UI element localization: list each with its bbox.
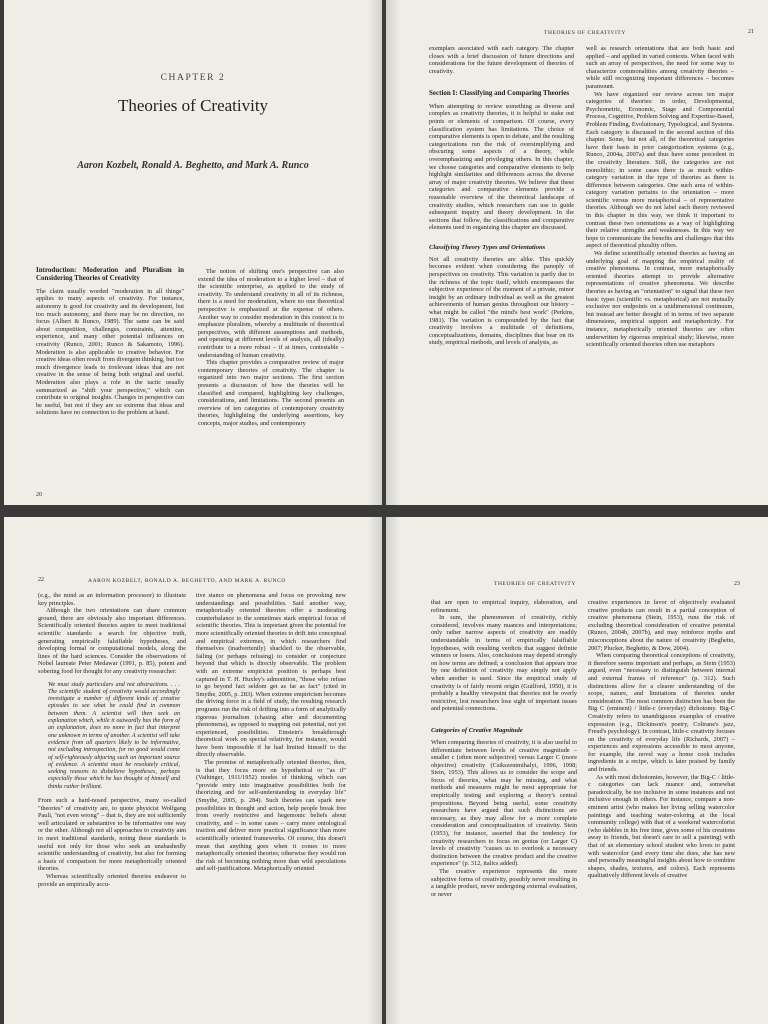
paragraph: The promise of metaphorically oriented theories, then, is that they focus more on hypothetical or "as if" (Vaihinger, 1911/1952) modes of thinking, which can "provide entry into imaginative possibilities both for theorizing and for self-understanding in everyday life" (Smythe, 2005, p. 284). Such theories can spark new possibilities in thought and action, help people break free from overly restrictive and hegemonic beliefs about creativity, and – in some cases – carry more ontological traction and deliver more practical significance than more scientifically oriented frameworks. Of course, this doesn't mean that anything goes when it comes to more metaphorically oriented theories; otherwise they would run the risk of becoming nothing more than wild speculations and self-justifications. Metaphorically oriented [196,759,346,873]
section-heading-classifying: Section I: Classifying and Comparing Theories [429,89,570,98]
page-number: 23 [734,581,740,587]
paragraph: tive stance on phenomena and focus on provoking new understandings and possibilities. Said another way, metaphorically oriented theories offer a moderating counterbalance to the sometimes stark empirical focus of scientific theories. This is important given the potential for more scientifically oriented theories to drift into conceptual and empirical extremes, in which researchers find themselves (inadvertently) shackled to the observable, failing (or perhaps refusing) to consider or conjecture beyond that which is directly observable. The problem with an extreme empiricist position is perhaps best captured in T. H. Huxley's admonition, "those who refuse to go beyond fact seldom get as far as fact" (cited in Smythe, 2005, p. 283). When extreme empiricism becomes the driving force in a field of study, the resulting research programs run the risk of drifting into a form of analytically rigorous journalism (chasing after and documenting phenomena), as opposed to mapping out potential, not yet experienced, possibilities. Einstein's breakthrough theoretical work on special relativity, for instance, would have been impossible if he had limited himself to the directly observable. [196,592,346,759]
paragraph: The claim usually worded "moderation in all things" applies to many aspects of creativity. For instance, autonomy is good for creativity and its development, but too much autonomy, and there may be no direction, no focus (Albert & Runco, 1989). The same can be said about competition, challenges, constraints, attention, experience, and many other potential influences on creativity (Runco, 2001; Runco & Sakamoto, 1996). Moderation is also applicable to creative behavior. For creative ideas often result from divergent thinking, but too much divergence leads to irrelevant ideas that are not creative in the sense of being both original and useful. Moderation also plays a role in the tactic usually summarized as "shift your perspective," which can contribute to original insights. Changes in perspective can be useful, but not if they are so extreme that ideas and solutions have no connection to the problem at hand. [36,287,184,417]
gutter-shadow [386,517,400,1024]
paragraph: (e.g., the mind as an information processor) to illustrate key principles. [38,592,186,607]
page-21 [386,0,768,505]
page-23 [386,517,768,1024]
paragraph: creative experiences in favor of objectively evaluated creative products can result in a partial conception of creative phenomena (Stein, 1953), runs the risk of excluding theoretical consideration of creative potential (Runco, 2004b, 2007b), and may reinforce myths and misconceptions about the nature of creativity (Beghetto, 2007; Plucker, Beghetto, & Dow, 2004). [588,599,735,652]
gutter-shadow [368,0,382,505]
page-20 [4,0,382,505]
paragraph: Not all creativity theories are alike. This quickly becomes evident when considering the panoply of perspectives on creativity. This variation is partly due to the richness of the topic itself, which encompasses the subjective experience of the moment of a private, minor insight by an ordinary individual as well as the greatest achievements of human genius throughout our history – what might be called "the mind's best work" (Perkins, 1981). The variation is compounded by the fact that creativity involves a multitude of definitions, conceptualizations, domains, disciplines that bear on its study, empirical methods, and levels of analysis, as [429,255,574,347]
page-number: 21 [748,29,754,35]
chapter-label: CHAPTER 2 [160,73,226,83]
subheading-creative-magnitude: Categories of Creative Magnitude [431,726,523,734]
paragraph: The creative experience represents the more subjective forms of creativity, possibly never resulting in a tangible product, never undergoing external evaluation, or never [431,868,577,898]
paragraph: exemplars associated with each category. The chapter closes with a brief discussion of future directions and considerations for the future development of theories of creativity. [429,45,574,75]
paragraph: When comparing theories of creativity, it is also useful to differentiate between levels of creative magnitude – smaller c (often more subjective) versus Larger C (more objective) creativity (Csikszentmihalyi, 1996, 1998; Stein, 1953). This allows us to consider the scope and focus of theories, what may be missing, and what methods and measures might be most appropriate for empirically testing and exploring a theory's central propositions. Beyond being useful, some creativity researchers have argued that such distinctions are necessary, as they may allow for a more complete consideration and conceptualization of creativity. Stein (1953), for instance, asserted that the tendency for creativity researchers to focus on genius (or Larger C) levels of creativity "causes us to overlook a necessary distinction between the creative product and the creative experience" (p. 312, italics added). [431,738,577,868]
paragraph: When attempting to review something as diverse and complex as creativity theories, it is helpful to stake out points or elements of comparison. Of course, every classification system has limitations. The choice of comparative elements is open to debate, and the resulting categorizations run the risk of oversimplifying and obscuring some aspects of a theory, while overemphasizing and privileging others. In this chapter, we choose categories and comparative elements to help highlight similarities and differences across the diverse array of major creativity theories. We believe that these categories and comparative elements provide a reasonable overview of the theoretical landscape of creativity studies, which researchers can use to guide subsequent inquiry and theory development. In the sections that follow, the classifications and comparative elements used in organizing this chapter are discussed. [429,102,574,232]
paragraph: This chapter provides a comparative review of major contemporary theories of creativity. The chapter is organized into two major sections. The first section presents a discussion of how the theories will be classified and compared, highlighting key challenges, considerations, and limitations. The second presents an overview of ten categories of contemporary creativity theories, highlighting the underlying assertions, key concepts, major studies, and contemporary [198,359,344,427]
page21-left-column [429,45,574,495]
running-head: AARON KOZBELT, RONALD A. BEGHETTO, AND MARK A. RUNCO [88,578,286,584]
paragraph: When comparing theoretical conceptions of creativity, it therefore seems important and perhaps, as Stein (1953) argued, even "necessary to distinguish between internal and external frames of reference" (p. 312). Such distinctions allow for a clearer understanding of the scope, nature, and limitations of theories under consideration. The most common distinction has been the Big C (eminent) / little-c (everyday) dichotomy. Big-C Creativity refers to unambiguous examples of creative expression (e.g., Dickinson's poetry, Coltrane's jazz, Freud's psychology). In contrast, little-c creativity focuses on the creativity of everyday life (Richards, 2007) – experiences and expressions accessible to most anyone, for example, the novel way a home cook includes ingredients in a recipe, which is later praised by family and friends. [588,652,735,774]
paragraph: Although the two orientations can share common ground, there are obviously also important differences. Scientifically oriented theories aspire to meet traditional scientific standards: a search for objective truth, generating empirically falsifiable hypotheses, and developing formal or computational models, along the lines of the hard sciences. Consider the observations of Nobel laureate Peter Medawar (1991, p. 85), potent and sobering food for thought for any creativity researcher: [38,607,186,675]
chapter-title: Theories of Creativity [117,96,269,115]
running-head: THEORIES OF CREATIVITY [494,581,576,587]
page22-left-column [38,592,186,1022]
page20-right-column [198,268,344,505]
chapter-authors: Aaron Kozbelt, Ronald A. Beghetto, and Mark A. Runco [77,160,309,171]
paragraph: that are open to empirical inquiry, elaboration, and refinement. [431,599,577,614]
paragraph: well as research orientations that are both basic and applied – and applied in varied contexts. When faced with such an array of perspectives, the need for some way to characterize commonalities among creativity theories – while still recognizing important differences – becomes paramount. [586,45,734,90]
gutter-shadow [386,0,400,505]
page-22 [4,517,382,1024]
page23-left-column [431,599,577,1024]
running-head: THEORIES OF CREATIVITY [544,30,626,36]
gutter-shadow [368,517,382,1024]
paragraph: In sum, the phenomenon of creativity, richly considered, involves many nuances and interpretations; only rather narrow aspects of creativity are readily understandable in terms of empirically falsifiable hypotheses, with resulting verdicts that suggest definite winners or losers. Also, conclusions may depend strongly on how terms are defined; a conclusion that appears true by one definition of creativity may simply not apply when another is used. Since the empirical study of creativity is of fairly recent origin (Guilford, 1950), it is probably a healthy viewpoint that theories not be overly restrictive, lest researchers lose sight of important issues and potential connections. [431,614,577,713]
page23-right-column [588,599,735,1024]
paragraph: We define scientifically oriented theories as having an underlying goal of mapping the empirical reality of creative phenomena. In contrast, more metaphorically oriented theories attempt to provide alternative representations of creative phenomena. We describe theories as having an "orientation" to signal that these two basic types (scientific vs. metaphorical) are not mutually exclusive nor endpoints on a unidimensional continuum, but instead are better thought of in terms of two separate dimensions, empirical support and metaphoricity. For instance, metaphorically oriented theories are often underwritten by rigorous empirical study; likewise, more scientifically oriented theories often use metaphors [586,250,734,349]
block-quote: We must study particulars and not abstractions. . . . The scientific student of creativity would accordingly investigate a number of different kinds of creative episodes to see what he could find in common between them. A scientist will then seek an explanation which, while it outwardly has the form of an explanation, does no more in fact that interpret one unknown in terms of another. A scientist will take evidence from all quarters likely to be informative, not excluding introspection, for no good would come of self-righteously abjuring such an important source of evidence. A scientist must be resolutely critical, seeking reasons to disbelieve hypotheses, perhaps especially those which he has thought of himself and thinks rather brilliant. [48,681,180,790]
paragraph: We have organized our review across ten major categories of theories: in order, Developmental, Psychometric, Economic, Stage and Componential Process, Cognitive, Problem Solving and Expertise-Based, Problem Finding, Evolutionary, Typological, and Systems. Each category is discussed in the second section of this chapter. Some, but not all, of the theoretical categories have their basis in prior categorization systems (e.g., Runco, 2004a, 2007a) and thus have some precedent in the creativity literature. Still, the categories are not monolithic; in some cases there is as much within-category variation in the type of theories as there is difference between categories. One such area of within-category variation pertains to the orientation – more scientific versus more metaphorical – of representative theories. Although we do not label each theory reviewed in this chapter in this way, we think it important to contrast these two orientations as a way of highlighting their relative strengths and weaknesses. In this way we hope to communicate the benefits and challenges that this aspect of theoretical plurality offers. [586,90,734,250]
page21-right-column [586,45,734,495]
subheading-theory-types: Classifying Theory Types and Orientations [429,243,546,251]
paragraph: The notion of shifting one's perspective can also extend the idea of moderation to a higher level – that of the scientific enterprise, as applied to the study of creativity. To understand creativity in all of its richness, there is a need for moderation, where no one theoretical perspective is emphasized at the expense of others. Another way to consider moderation in this context is to emphasize pluralism, whereby a multitude of theoretical perspectives, with different assumptions and methods, and operating at different levels of analysis, all (ideally) contribute to a more robust – if at times, contestable – understanding of human creativity. [198,268,344,359]
page-number: 20 [36,492,42,498]
page20-left-column [36,266,184,505]
page-number: 22 [38,577,44,583]
section-heading-introduction: Introduction: Moderation and Pluralism in Considering Theories of Creativity [36,266,184,283]
paragraph: Whereas scientifically oriented theories endeavor to provide an empirically accu- [38,872,186,888]
paragraph: As with most dichotomies, however, the Big-C / little-c categories can lack nuance and, somewhat paradoxically, be too inclusive in some instances and not inclusive enough in others. For instance, compare a non-eminent artist (who makes her living selling watercolor paintings and teaching water-coloring at the local community college) with that of a weekend watercolorist (who dabbles in his free time, gives some of his creations away to friends, but doesn't care to sell a painting) with that of an elementary school student who loves to paint with watercolor (and every time she does, she has new and personally meaningful insights about how to combine shapes, shades, textures, and colors). Each represents qualitatively different levels of creative [588,773,735,880]
page22-right-column [196,592,346,1022]
paragraph: From such a hard-nosed perspective, many so-called "theories" of creativity are, to quote physicist Wolfgang Pauli, "not even wrong" – that is, they are not sufficiently well articulated or substantive to be informative one way or the other. Although not all approaches to creativity aim to meet traditional standards, noting these standards is useful not only for those who seek an unabashedly scientific understanding of creativity, but also for forming a basis of comparison for more metaphorically oriented theories. [38,796,186,873]
